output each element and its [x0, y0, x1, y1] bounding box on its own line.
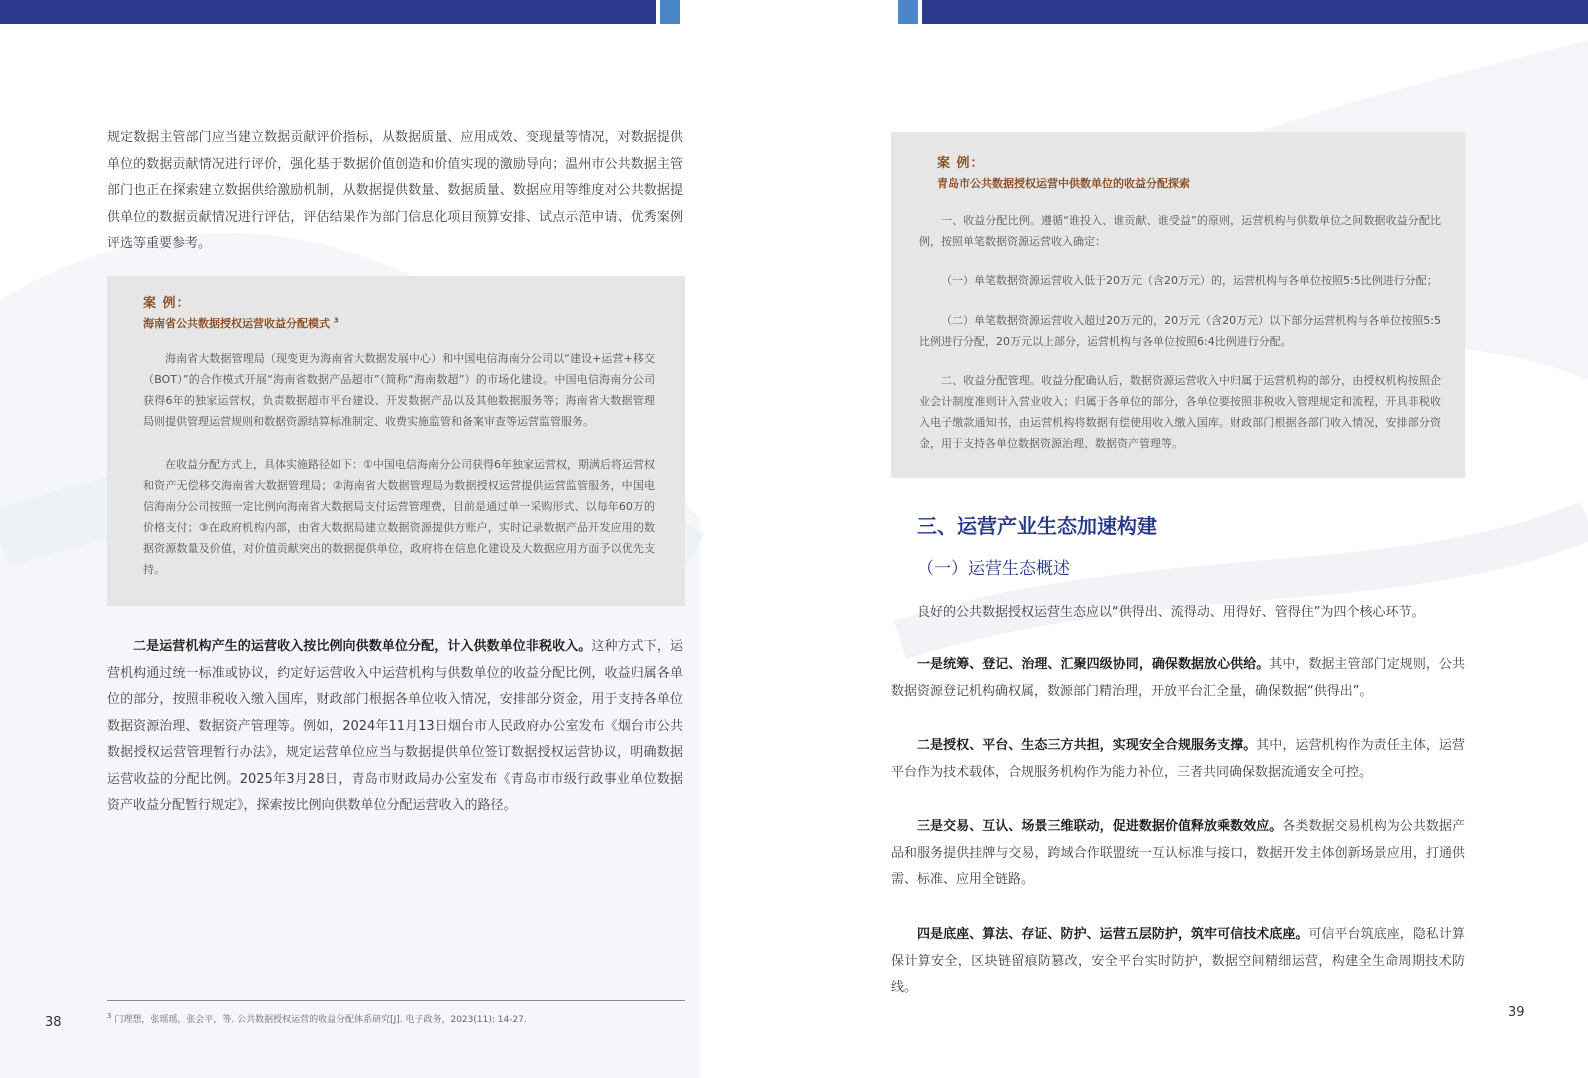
case-title: 青岛市公共数据授权运营中供数单位的收益分配探索 — [937, 177, 1190, 190]
right-page — [888, 0, 1588, 1078]
top-bar-right-accent — [898, 0, 918, 24]
left-paragraph-2-bold: 二是运营机构产生的运营收入按比例向供数单位分配，计入供数单位非税收入。 — [133, 639, 592, 654]
section-heading: 三、运营产业生态加速构建 — [917, 514, 1157, 538]
page-number-left: 38 — [45, 1015, 62, 1030]
case-box-qingdao — [891, 132, 1465, 478]
top-bar-right — [922, 0, 1588, 24]
case-paragraph-1: 一、收益分配比例。遵循“谁投入、谁贡献、谁受益”的原则，运营机构与供数单位之间数据收益分配比例，按照单笔数据资源运营收入确定： — [919, 214, 1441, 248]
case-box-hainan — [107, 276, 685, 606]
top-bar-left — [0, 0, 656, 24]
sub-heading: （一）运营生态概述 — [917, 559, 1070, 579]
case-paragraph-2: 在收益分配方式上，具体实施路径如下：①中国电信海南分公司获得6年独家运营权，期满后将运营权和资产无偿移交海南省大数据管理局；②海南省大数据管理局为数据授权运营提供运营监管服务，中国电信海南分公司按照一定比例向海南省大数据局支付运营管理费，目前是通过单一采购形式、以每年60万的价格支付；③在政府机构内部，由省大数据局建立数据资源提供方账户，实时记录数据产品开发应用的数据资源数量及价值，对价值贡献突出的数据提供单位，政府将在信息化建设及大数据应用方面予以优先支持。 — [143, 458, 655, 576]
footnote-rule — [107, 1000, 685, 1001]
case-paragraph-1: 海南省大数据管理局（现变更为海南省大数据发展中心）和中国电信海南分公司以“建设+运营+移交（BOT）”的合作模式开展“海南省数据产品超市”（简称“海南数超”）的市场化建设。中国电信海南分公司获得6年的独家运营权，负责数据超市平台建设、开发数据产品以及其他数据服务等；海南省大数据管理局则提供管理运营规则和数据资源结算标准制定、收费实施监管和备案审查等运营监管服务。 — [143, 352, 655, 428]
left-paragraph-2 — [107, 634, 683, 820]
point-paragraph-4: 四是底座、算法、存证、防护、运营五层防护，筑牢可信技术底座。可信平台筑底座，隐私计算保计算安全，区块链留痕防篡改，安全平台实时防护，数据空间精细运营，构建全生命周期技术防线。 — [891, 927, 1465, 995]
case-paragraph-2: （一）单笔数据资源运营收入低于20万元（含20万元）的，运营机构与各单位按照5:5比例进行分配； — [941, 274, 1438, 287]
point-paragraph-3: 三是交易、互认、场景三维联动，促进数据价值释放乘数效应。各类数据交易机构为公共数据产品和服务提供挂牌与交易，跨域合作联盟统一互认标准与接口，数据开发主体创新场景应用，打通供需、标准、应用全链路。 — [891, 819, 1465, 887]
page-number-right: 39 — [1508, 1005, 1525, 1020]
footnote: $^3$ 门理想，张瑶瑶，张会平，等. 公共数据授权运营的收益分配体系研究[J]. 电子政务，2023(11): 14-27. — [107, 1012, 527, 1025]
left-paragraph-1: 规定数据主管部门应当建立数据贡献评价指标，从数据质量、应用成效、变现量等情况，对数据提供单位的数据贡献情况进行评价，强化基于数据价值创造和价值实现的激励导向；温州市公共数据主管部门也正在探索建立数据供给激励机制，从数据提供数量、数据质量、数据应用等维度对公共数据提供单位的数据贡献情况进行评估，评估结果作为部门信息化项目预算安排、试点示范申请、优秀案例评选等重要参考。 — [107, 130, 683, 251]
case-title: 海南省公共数据授权运营收益分配模式 $^3$ — [143, 316, 339, 330]
intro-paragraph: 良好的公共数据授权运营生态应以“供得出、流得动、用得好、管得住”为四个核心环节。 — [917, 605, 1425, 620]
point-paragraph-2: 二是授权、平台、生态三方共担，实现安全合规服务支撑。其中，运营机构作为责任主体，运营平台作为技术载体，合规服务机构作为能力补位，三者共同确保数据流通安全可控。 — [891, 738, 1465, 780]
case-paragraph-3: （二）单笔数据资源运营收入超过20万元的，20万元（含20万元）以下部分运营机构与各单位按照5:5比例进行分配，20万元以上部分，运营机构与各单位按照6:4比例进行分配。 — [919, 314, 1441, 348]
left-page — [0, 0, 700, 1078]
case-label: 案 例： — [937, 156, 985, 171]
left-paragraph-2-rest: 这种方式下，运营机构通过统一标准或协议，约定好运营收入中运营机构与供数单位的收益分配比例，收益归属各单位的部分，按照非税收入缴入国库，财政部门根据各单位收入情况，安排部分资金，用于支持各单位数据资源治理、数据资产管理等。例如，2024年11月13日烟台市人民政府办公室发布《烟台市公共数据授权运营管理暂行办法》，规定运营单位应当与数据提供单位签订数据授权运营协议，明确数据运营收益的分配比例。2025年3月28日，青岛市财政局办公室发布《青岛市市级行政事业单位数据资产收益分配暂行规定》，探索按比例向供数单位分配运营收入的路径。 — [107, 639, 683, 813]
case-label: 案 例： — [143, 296, 191, 311]
top-bar-left-accent — [660, 0, 680, 24]
point-paragraph-1: 一是统筹、登记、治理、汇聚四级协同，确保数据放心供给。其中，数据主管部门定规则，公共数据资源登记机构确权属，数源部门精治理，开放平台汇全量，确保数据“供得出”。 — [891, 657, 1465, 699]
case-paragraph-4: 二、收益分配管理。收益分配确认后，数据资源运营收入中归属于运营机构的部分，由授权机构按照企业会计制度准则计入营业收入；归属于各单位的部分，各单位要按照非税收入管理规定和流程，开具非税收入电子缴款通知书，由运营机构将数据有偿使用收入缴入国库。财政部门根据各部门收入情况，安排部分资金，用于支持各单位数据资源治理、数据资产管理等。 — [919, 374, 1441, 450]
footnote-marker: 3 — [333, 316, 339, 325]
